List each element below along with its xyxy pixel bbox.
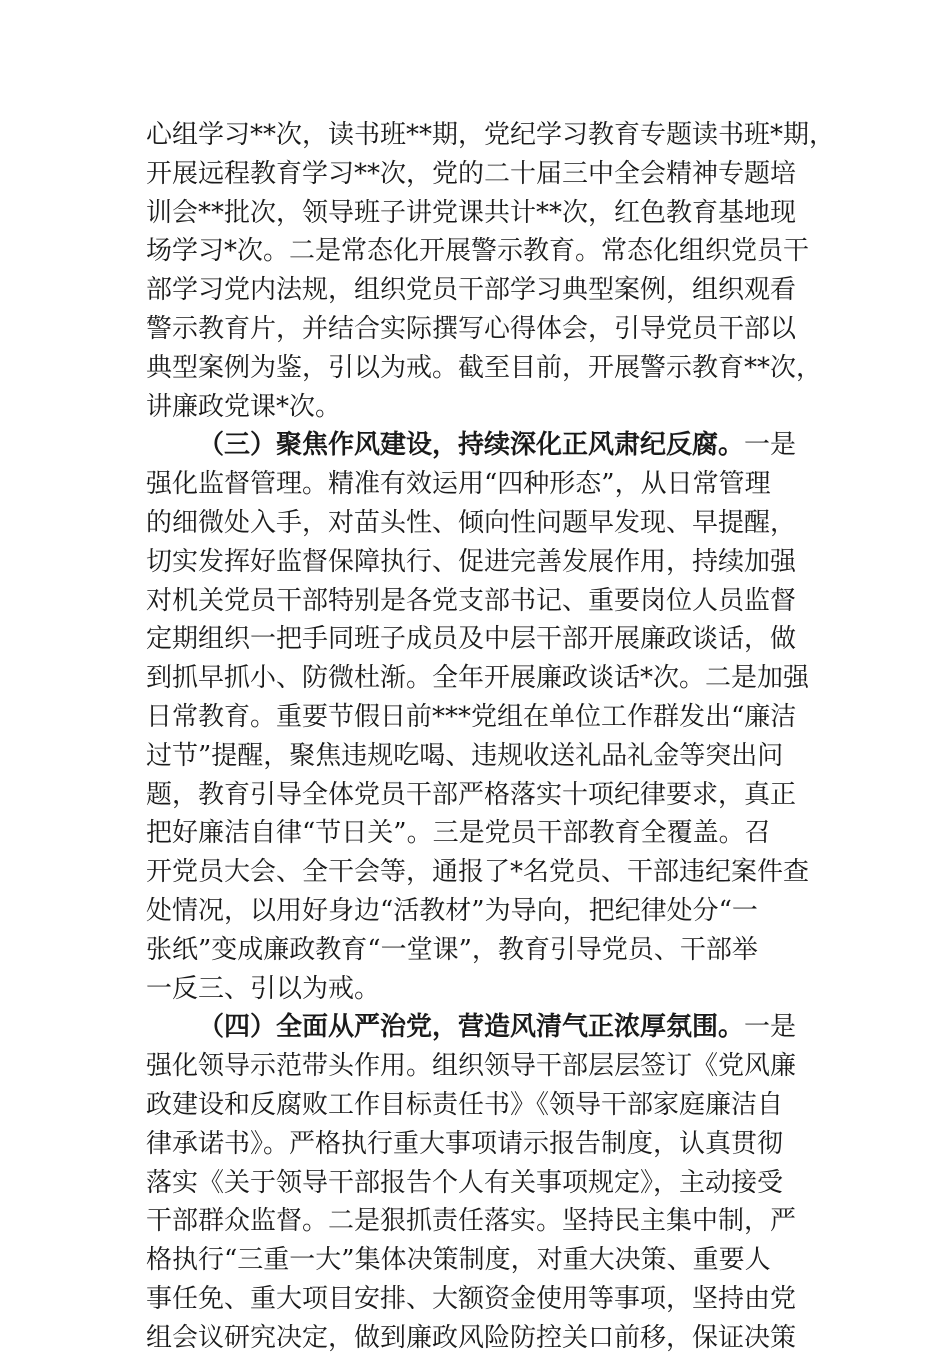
- section-4-first-tail: 一是: [744, 1012, 797, 1043]
- document-body: [146, 116, 836, 1358]
- text-line: 对机关党员干部特别是各党支部书记、重要岗位人员监督: [146, 585, 797, 616]
- section-3-heading: （三）聚焦作风建设，持续深化正风肃纪反腐。: [198, 430, 745, 461]
- text-line: 一反三、引以为戒。: [146, 973, 381, 1004]
- text-line: 开展远程教育学习**次，党的二十届三中全会精神专题培: [146, 158, 797, 189]
- text-line: 过节”提醒，聚焦违规吃喝、违规收送礼品礼金等突出问: [146, 740, 784, 771]
- text-line: 开党员大会、全干会等，通报了*名党员、干部违纪案件查: [146, 857, 810, 888]
- section-4-first-line: [146, 1008, 806, 1047]
- text-line: 心组学习**次，读书班**期，党纪学习教育专题读书班*期，: [146, 120, 836, 150]
- section-3-first-line: [146, 426, 806, 465]
- text-line: 强化领导示范带头作用。组织领导干部层层签订《党风廉: [146, 1051, 797, 1082]
- text-line: 律承诺书》。严格执行重大事项请示报告制度，认真贯彻: [146, 1128, 784, 1159]
- section-4-paragraph: [146, 1008, 806, 1357]
- text-line: 格执行“三重一大”集体决策制度，对重大决策、重要人: [146, 1245, 771, 1276]
- section-4-heading: （四）全面从严治党，营造风清气正浓厚氛围。: [198, 1012, 745, 1043]
- text-line: 训会**批次，领导班子讲党课共计**次，红色教育基地现: [146, 197, 797, 228]
- text-line: 干部群众监督。二是狠抓责任落实。坚持民主集中制，严: [146, 1206, 797, 1237]
- text-line: 题，教育引导全体党员干部严格落实十项纪律要求，真正: [146, 779, 797, 810]
- section-3-paragraph: [146, 426, 810, 1008]
- section-3-first-tail: 一是: [744, 430, 797, 461]
- text-line: 部学习党内法规，组织党员干部学习典型案例，组织观看: [146, 275, 797, 306]
- text-line: 处情况，以用好身边“活教材”为导向，把纪律处分“一: [146, 895, 758, 926]
- text-line: 典型案例为鉴，引以为戒。截至目前，开展警示教育**次，: [146, 352, 823, 383]
- text-line: 场学习*次。二是常态化开展警示教育。常态化组织党员干: [146, 236, 810, 267]
- text-line: 政建设和反腐败工作目标责任书》《领导干部家庭廉洁自: [146, 1089, 784, 1120]
- text-line: 定期组织一把手同班子成员及中层干部开展廉政谈话，做: [146, 624, 797, 655]
- text-line: 张纸”变成廉政教育“一堂课”，教育引导党员、干部举: [146, 934, 758, 965]
- paragraph-continuation: [146, 116, 836, 426]
- text-line: 落实《关于领导干部报告个人有关事项规定》，主动接受: [146, 1167, 784, 1198]
- text-line: 切实发挥好监督保障执行、促进完善发展作用，持续加强: [146, 546, 797, 577]
- text-line: 组会议研究决定，做到廉政风险防控关口前移，保证决策: [146, 1322, 797, 1353]
- text-line: 讲廉政党课*次。: [146, 391, 342, 422]
- text-line: 到抓早抓小、防微杜渐。全年开展廉政谈话*次。二是加强: [146, 663, 810, 694]
- text-line: 警示教育片，并结合实际撰写心得体会，引导党员干部以: [146, 313, 797, 344]
- text-line: 把好廉洁自律“节日关”。三是党员干部教育全覆盖。召: [146, 818, 771, 849]
- text-line: 的细微处入手，对苗头性、倾向性问题早发现、早提醒，: [146, 507, 797, 538]
- text-line: 强化监督管理。精准有效运用“四种形态”，从日常管理: [146, 469, 771, 500]
- text-line: 日常教育。重要节假日前***党组在单位工作群发出“廉洁: [146, 701, 797, 732]
- text-line: 事任免、重大项目安排、大额资金使用等事项，坚持由党: [146, 1283, 797, 1314]
